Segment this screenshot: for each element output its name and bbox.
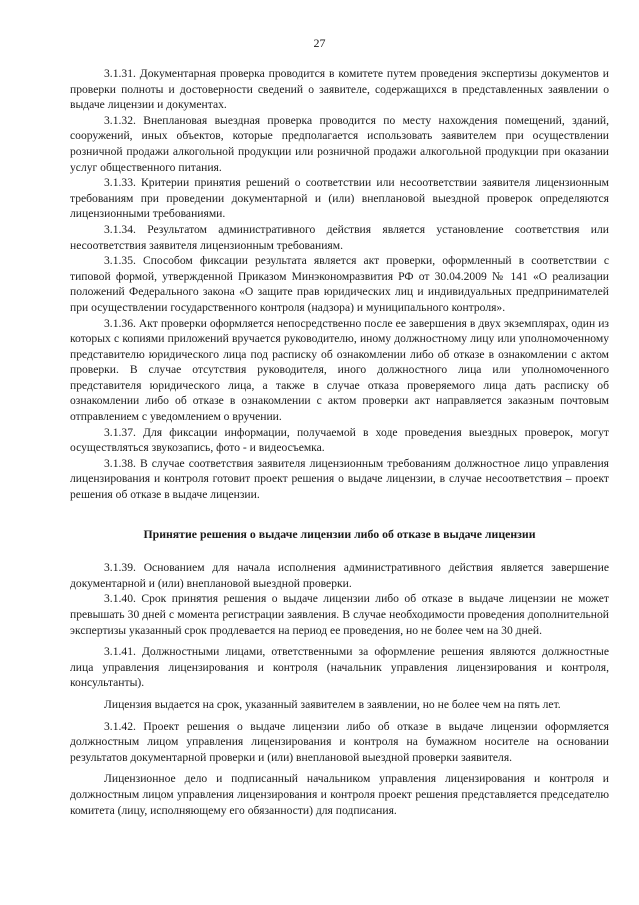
paragraph-3-1-40: 3.1.40. Срок принятия решения о выдаче лицензии либо об отказе в выдаче лицензии не может превышать 30 дней с момента регистрации заявления. В случае необходимости проведения дополнительной экспертизы указанный срок продлевается на период ее проведения, но не более чем на 30 дней.	[70, 592, 609, 637]
paragraph-license-file: Лицензионное дело и подписанный начальником управления лицензирования и контроля и должностным лицом управления лицензирования и контроля проект решения представляется председателю комитета (лицу, исполняющему его обязанности) для подписания.	[70, 772, 609, 817]
paragraph-3-1-33: 3.1.33. Критерии принятия решений о соответствии или несоответствии заявителя лицензионным требованиям при проведении документарной и (или) внеплановой выездной проверок определяются лицензионными требованиями.	[70, 176, 609, 221]
paragraph-3-1-39: 3.1.39. Основанием для начала исполнения административного действия является завершение документарной и (или) внеплановой выездной проверки.	[70, 561, 609, 590]
paragraph-3-1-38: 3.1.38. В случае соответствия заявителя лицензионным требованиям должностное лицо управления лицензирования и контроля готовит проект решения о выдаче лицензии, в случае несоответствия – проект решения об отказе в выдаче лицензии.	[70, 456, 609, 502]
paragraph-3-1-35: 3.1.35. Способом фиксации результата является акт проверки, оформленный в соответствии с типовой формой, утвержденной Приказом Минэкономразвития РФ от 30.04.2009 № 141 «О реализации положений Федерального закона «О защите прав юридических лиц и индивидуальных предпринимателей при осуществлении государственного контроля (надзора) и муниципального контроля».	[70, 254, 609, 314]
section-heading: Принятие решения о выдаче лицензии либо об отказе в выдаче лицензии	[143, 526, 536, 541]
paragraph-3-1-42: 3.1.42. Проект решения о выдаче лицензии либо об отказе в выдаче лицензии оформляется должностным лицом управления лицензирования и контроля на бумажном носителе на основании результатов документарной проверки и (или) внеплановой выездной проверки заявителя.	[70, 719, 609, 764]
paragraph-license-term: Лицензия выдается на срок, указанный заявителем в заявлении, но не более чем на пять лет.	[104, 697, 561, 711]
paragraph-3-1-41: 3.1.41. Должностными лицами, ответственными за оформление решения являются должностные лица управления лицензирования и контроля (начальник управления лицензирования и контроля, консультанты).	[70, 645, 609, 690]
paragraph-3-1-37: 3.1.37. Для фиксации информации, получаемой в ходе проведения выездных проверок, могут осуществляться звукозапись, фото - и видеосъемка.	[70, 425, 609, 455]
paragraph-3-1-31: 3.1.31. Документарная проверка проводится в комитете путем проведения экспертизы документов и проверки полноты и достоверности сведений о заявителе, содержащихся в представленных заявлении о выдаче лицензии и документах.	[70, 67, 609, 112]
paragraph-3-1-36: 3.1.36. Акт проверки оформляется непосредственно после ее завершения в двух экземплярах, один из которых с копиями приложений вручается руководителю, иному должностному лицу или уполномоченному представителю юридического лица под расписку об ознакомлении либо об отказе в ознакомлении с актом проверки. В случае отсутствия руководителя, иного должностного лица или уполномоченного представителя юридического лица, а также в случае отказа проверяемого лица дать расписку об ознакомлении либо об отказе в ознакомлении с актом проверки акт направляется заказным почтовым отправлением с уведомлением о вручении.	[70, 316, 609, 424]
document-body	[70, 66, 609, 818]
paragraph-3-1-32: 3.1.32. Внеплановая выездная проверка проводится по месту нахождения помещений, зданий, сооружений, иных объектов, которые предполагается использовать заявителем при осуществлении розничной продажи алкогольной продукции или розничной продажи алкогольной продукции при оказании услуг общественного питания.	[70, 113, 609, 174]
page-number: 27	[313, 36, 326, 50]
paragraph-3-1-34: 3.1.34. Результатом административного действия является установление соответствия или несоответствия заявителя лицензионным требованиям.	[70, 222, 609, 252]
